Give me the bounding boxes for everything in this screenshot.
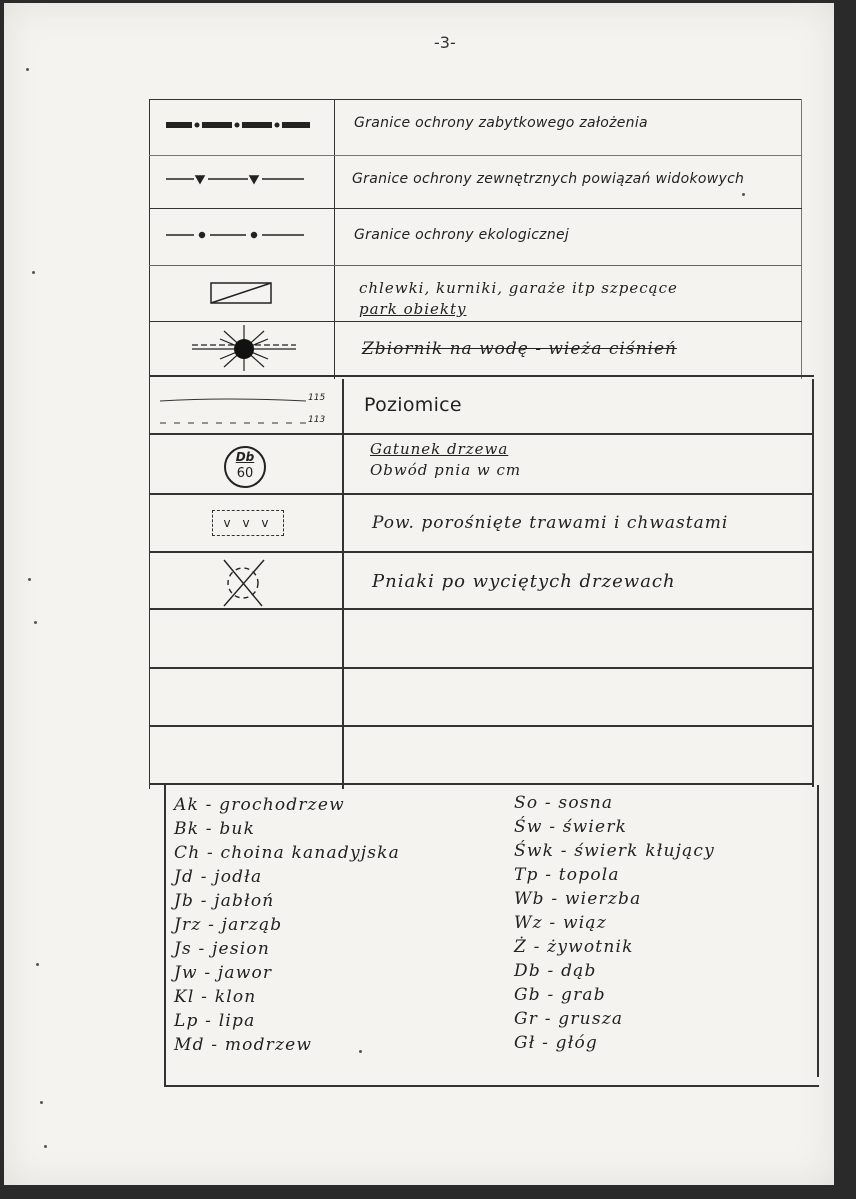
row-separator — [149, 725, 814, 727]
row-separator — [149, 551, 814, 553]
contour-label-113: 113 — [308, 415, 326, 425]
legend-border-bottom — [164, 1085, 819, 1087]
legend-entry: Jd - jodła — [174, 867, 263, 887]
legend-border-left — [164, 785, 166, 1087]
row-separator — [149, 783, 814, 785]
legend-entry: Js - jesion — [174, 939, 270, 959]
scan-speck — [40, 1101, 43, 1104]
row-separator — [149, 155, 802, 156]
row-separator — [149, 667, 814, 669]
circle-bottom-label: 60 — [236, 466, 254, 481]
row-description-line1: Gatunek drzewa — [370, 440, 509, 458]
row-description-line1: chlewki, kurniki, garaże itp szpecące — [359, 279, 678, 297]
legend-entry: Lp - lipa — [174, 1011, 256, 1031]
stump-cross-icon — [216, 556, 270, 610]
scan-speck — [32, 271, 35, 274]
species-legend-left — [174, 793, 400, 1057]
table-border-top — [149, 99, 802, 100]
document-page — [4, 3, 834, 1185]
species-legend-right — [514, 791, 715, 1055]
legend-entry: Gb - grab — [514, 985, 606, 1005]
legend-entry: Db - dąb — [514, 961, 597, 981]
page-number: -3- — [434, 33, 456, 52]
row-description: Granice ochrony zewnętrznych powiązań widokowych — [352, 171, 745, 187]
row-separator — [149, 265, 802, 266]
column-divider-lower — [342, 379, 344, 789]
legend-entry: Wz - wiąz — [514, 913, 607, 933]
crossed-rectangle-icon — [209, 281, 275, 307]
row-description-line2: Obwód pnia w cm — [370, 461, 522, 479]
dot-dashed-line-icon — [164, 229, 314, 241]
row-separator — [149, 493, 814, 495]
scan-speck — [36, 963, 39, 966]
water-tower-icon — [192, 323, 296, 373]
row-description: Poziomice — [364, 394, 462, 416]
row-description: Granice ochrony ekologicznej — [354, 227, 570, 243]
legend-entry: Wb - wierzba — [514, 889, 642, 909]
row-separator — [149, 321, 802, 322]
legend-entry: Bk - buk — [174, 819, 256, 839]
row-separator — [149, 433, 814, 435]
legend-border-right — [817, 785, 819, 1077]
tree-species-circle-icon — [224, 446, 266, 488]
legend-entry: Gł - głóg — [514, 1033, 598, 1053]
table-border-right — [801, 99, 802, 379]
column-divider — [334, 99, 335, 379]
row-separator — [149, 208, 802, 209]
table-border-left — [149, 99, 150, 789]
row-description: Zbiornik na wodę - wieża ciśnień — [362, 339, 677, 359]
legend-entry: Ak - grochodrzew — [174, 795, 345, 815]
scan-speck — [742, 193, 745, 196]
legend-entry: Jw - jawor — [174, 963, 273, 983]
legend-entry: Ż - żywotnik — [514, 937, 634, 957]
legend-entry: Śwk - świerk kłujący — [514, 841, 715, 861]
triangle-dashed-line-icon — [164, 173, 314, 187]
legend-entry: Md - modrzew — [174, 1035, 313, 1055]
legend-entry: Kl - klon — [174, 987, 257, 1007]
legend-entry: Jrz - jarząb — [174, 915, 283, 935]
dash-dot-thick-line-icon — [164, 118, 314, 132]
row-description: Granice ochrony zabytkowego założenia — [354, 115, 648, 131]
legend-entry: Ch - choina kanadyjska — [174, 843, 400, 863]
legend-entry: Tp - topola — [514, 865, 620, 885]
scan-speck — [26, 68, 29, 71]
scan-speck — [44, 1145, 47, 1148]
row-description: Pniaki po wyciętych drzewach — [372, 571, 676, 592]
row-description: Pow. porośnięte trawami i chwastami — [372, 513, 729, 533]
scan-speck — [34, 621, 37, 624]
row-description-line2: park obiekty — [359, 300, 467, 318]
circle-top-label: Db — [235, 450, 255, 464]
grass-area-icon: v v v — [212, 510, 284, 536]
legend-entry: Gr - grusza — [514, 1009, 624, 1029]
legend-entry: Jb - jabłoń — [174, 891, 275, 911]
legend-entry: Św - świerk — [514, 817, 628, 837]
scan-speck — [28, 578, 31, 581]
row-separator — [149, 375, 814, 377]
legend-entry: So - sosna — [514, 793, 614, 813]
scan-speck — [359, 1050, 362, 1053]
contour-label-115: 115 — [308, 393, 326, 403]
